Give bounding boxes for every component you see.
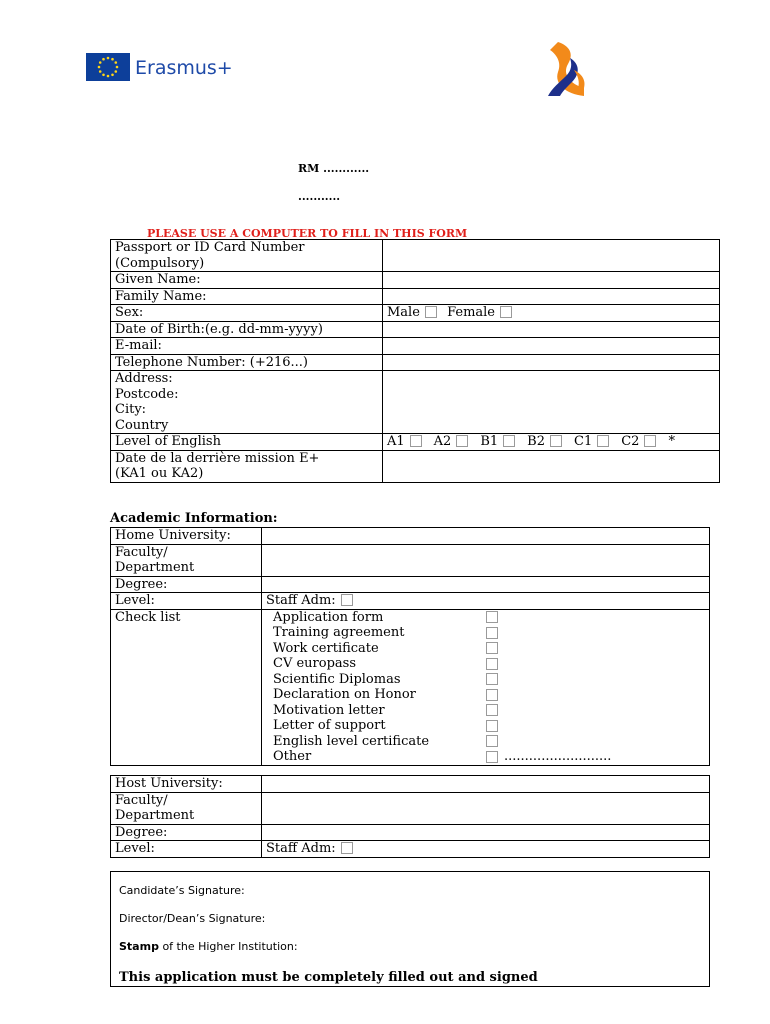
- checklist-item-label: Other: [273, 749, 312, 764]
- table-row: [111, 272, 720, 289]
- checklist-item-checkbox[interactable]: [486, 611, 498, 623]
- home-faculty-label: [111, 544, 262, 576]
- host-university-field[interactable]: [262, 776, 710, 793]
- checklist-item: [266, 656, 636, 672]
- address-label: Address:: [115, 371, 173, 386]
- home-degree-field[interactable]: [262, 576, 710, 593]
- table-row: [111, 824, 710, 841]
- postcode-label: Postcode:: [115, 386, 179, 402]
- computer-fill-notice: PLEASE USE A COMPUTER TO FILL IN THIS FORM: [147, 227, 468, 238]
- candidate-signature-label: Candidate’s Signature:: [119, 884, 245, 897]
- home-faculty-field[interactable]: [262, 544, 710, 576]
- checklist-item-control: [486, 658, 636, 670]
- host-faculty-line1: Faculty/: [115, 792, 168, 808]
- checklist-item: [266, 672, 636, 688]
- male-label: Male: [387, 305, 420, 320]
- home-level-label: Level:: [111, 593, 262, 610]
- checklist-item-label: Scientific Diplomas: [273, 671, 401, 687]
- level-c1-checkbox[interactable]: [597, 435, 609, 447]
- checklist-item-label: Application form: [273, 609, 384, 625]
- level-a2-label: A2: [433, 434, 452, 449]
- checklist-item-control: [486, 627, 636, 639]
- sex-field: [383, 305, 720, 322]
- erasmus-brand-text: Erasmus+: [135, 57, 233, 79]
- level-c1-label: C1: [574, 434, 593, 449]
- checklist-item-label: English level certificate: [273, 733, 430, 749]
- telephone-label: Telephone Number: (+216...): [111, 354, 383, 371]
- checklist-item-checkbox[interactable]: [486, 642, 498, 654]
- host-faculty-field[interactable]: [262, 792, 710, 824]
- signature-box: [110, 871, 710, 987]
- table-row: [111, 305, 720, 322]
- family-name-label: Family Name:: [111, 288, 383, 305]
- last-mission-label-line1: Date de la derrière mission E+: [115, 450, 320, 466]
- checklist-item-checkbox[interactable]: [486, 751, 498, 763]
- english-level-field: [383, 434, 720, 451]
- table-row: [111, 544, 710, 576]
- host-level-label: Level:: [111, 841, 262, 858]
- level-b2-label: B2: [527, 434, 545, 449]
- home-faculty-line2: Department: [115, 560, 195, 575]
- checklist-item-control: [486, 720, 636, 732]
- check-list-field: [262, 609, 710, 765]
- home-level-field: [262, 593, 710, 610]
- table-row: [111, 288, 720, 305]
- checklist-item: [266, 749, 636, 765]
- checklist-item-control: [486, 673, 636, 685]
- email-label: E-mail:: [111, 338, 383, 355]
- checklist-item: [266, 703, 636, 719]
- checklist-item-label: Letter of support: [273, 718, 386, 733]
- director-signature-label: Director/Dean’s Signature:: [119, 912, 266, 925]
- academic-info-title: Academic Information:: [110, 511, 278, 526]
- home-staff-adm-checkbox[interactable]: [341, 594, 353, 606]
- family-name-field[interactable]: [383, 288, 720, 305]
- checklist-item-checkbox[interactable]: [486, 689, 498, 701]
- level-b2-checkbox[interactable]: [550, 435, 562, 447]
- checklist-item-checkbox[interactable]: [486, 704, 498, 716]
- table-row: [111, 776, 710, 793]
- level-a1-checkbox[interactable]: [410, 435, 422, 447]
- other-specify-dots[interactable]: ..........................: [504, 749, 612, 764]
- checklist-item-checkbox[interactable]: [486, 673, 498, 685]
- given-name-field[interactable]: [383, 272, 720, 289]
- table-row: [111, 792, 710, 824]
- stamp-label-rest: of the Higher Institution:: [158, 940, 298, 953]
- dob-field[interactable]: [383, 321, 720, 338]
- checklist-item-label: Work certificate: [273, 640, 379, 656]
- last-mission-label: [111, 450, 383, 482]
- level-c2-label: C2: [621, 434, 640, 449]
- host-staff-adm-label: Staff Adm:: [266, 841, 336, 856]
- host-university-label: Host University:: [111, 776, 262, 793]
- host-staff-adm-checkbox[interactable]: [341, 842, 353, 854]
- passport-label: [111, 240, 383, 272]
- female-label: Female: [447, 305, 495, 320]
- checklist-item-label: Declaration on Honor: [273, 687, 416, 702]
- table-row: [111, 434, 720, 451]
- female-checkbox[interactable]: [500, 306, 512, 318]
- checklist-item-control: [486, 611, 636, 623]
- country-label: Country: [115, 417, 169, 433]
- telephone-field[interactable]: [383, 354, 720, 371]
- address-labels: [111, 371, 383, 434]
- personal-info-table: [110, 239, 720, 483]
- host-university-table: [110, 775, 710, 858]
- table-row: [111, 576, 710, 593]
- checklist-item-checkbox[interactable]: [486, 735, 498, 747]
- table-row: [111, 321, 720, 338]
- table-row: [111, 609, 710, 765]
- institution-logo: [540, 40, 594, 98]
- table-row: [111, 593, 710, 610]
- home-degree-label: Degree:: [111, 576, 262, 593]
- checklist-item-label: Training agreement: [273, 625, 405, 640]
- checklist-item: [266, 641, 636, 657]
- table-row: [111, 528, 710, 545]
- checklist-item-control: [486, 689, 636, 701]
- host-faculty-label: [111, 792, 262, 824]
- host-degree-label: Degree:: [111, 824, 262, 841]
- checklist-item-control: [486, 642, 636, 654]
- checklist-item-control: [486, 735, 636, 747]
- address-field[interactable]: [383, 371, 720, 434]
- dob-label: Date of Birth:(e.g. dd-mm-yyyy): [111, 321, 383, 338]
- passport-label-line2: (Compulsory): [115, 255, 205, 271]
- email-field[interactable]: [383, 338, 720, 355]
- level-a2-checkbox[interactable]: [456, 435, 468, 447]
- checklist-item: [266, 687, 636, 703]
- sex-label: Sex:: [111, 305, 383, 322]
- city-label: City:: [115, 402, 147, 417]
- home-staff-adm-label: Staff Adm:: [266, 593, 336, 608]
- checklist-item-checkbox[interactable]: [486, 658, 498, 670]
- english-level-label: Level of English: [111, 434, 383, 451]
- eu-flag-logo: [86, 53, 130, 81]
- male-checkbox[interactable]: [425, 306, 437, 318]
- reference-number: RM ............: [298, 162, 370, 175]
- checklist-item-control: [486, 704, 636, 716]
- checklist-item: [266, 625, 636, 641]
- reference-dots: ...........: [298, 190, 341, 203]
- checklist-item: [266, 610, 636, 626]
- check-list-label: Check list: [111, 609, 262, 765]
- checklist-item-checkbox[interactable]: [486, 720, 498, 732]
- checklist-item-checkbox[interactable]: [486, 627, 498, 639]
- home-university-label: Home University:: [111, 528, 262, 545]
- passport-field[interactable]: [383, 240, 720, 272]
- checklist-item-label: Motivation letter: [273, 702, 385, 718]
- table-row: [111, 240, 720, 272]
- level-c2-checkbox[interactable]: [644, 435, 656, 447]
- host-level-field: [262, 841, 710, 858]
- host-faculty-line2: Department: [115, 808, 195, 823]
- table-row: [111, 371, 720, 434]
- completion-notice: This application must be completely filled out and signed: [119, 970, 538, 985]
- passport-label-line1: Passport or ID Card Number: [115, 240, 305, 255]
- checklist-item: [266, 718, 636, 734]
- checklist-item-label: CV europass: [273, 656, 356, 671]
- level-b1-label: B1: [480, 434, 499, 449]
- table-row: [111, 841, 710, 858]
- level-b1-checkbox[interactable]: [503, 435, 515, 447]
- academic-info-table: [110, 527, 710, 766]
- table-row: [111, 338, 720, 355]
- given-name-label: Given Name:: [111, 272, 383, 289]
- checklist-item-control: [486, 749, 636, 765]
- home-university-field[interactable]: [262, 528, 710, 545]
- last-mission-field[interactable]: [383, 450, 720, 482]
- last-mission-label-line2: (KA1 ou KA2): [115, 466, 204, 481]
- level-asterisk: *: [668, 434, 675, 449]
- level-a1-label: A1: [387, 434, 405, 449]
- stamp-label-bold: Stamp: [119, 940, 159, 953]
- table-row: [111, 354, 720, 371]
- checklist-item: [266, 734, 636, 750]
- home-faculty-line1: Faculty/: [115, 544, 168, 560]
- host-degree-field[interactable]: [262, 824, 710, 841]
- stamp-label: [119, 940, 298, 953]
- table-row: [111, 450, 720, 482]
